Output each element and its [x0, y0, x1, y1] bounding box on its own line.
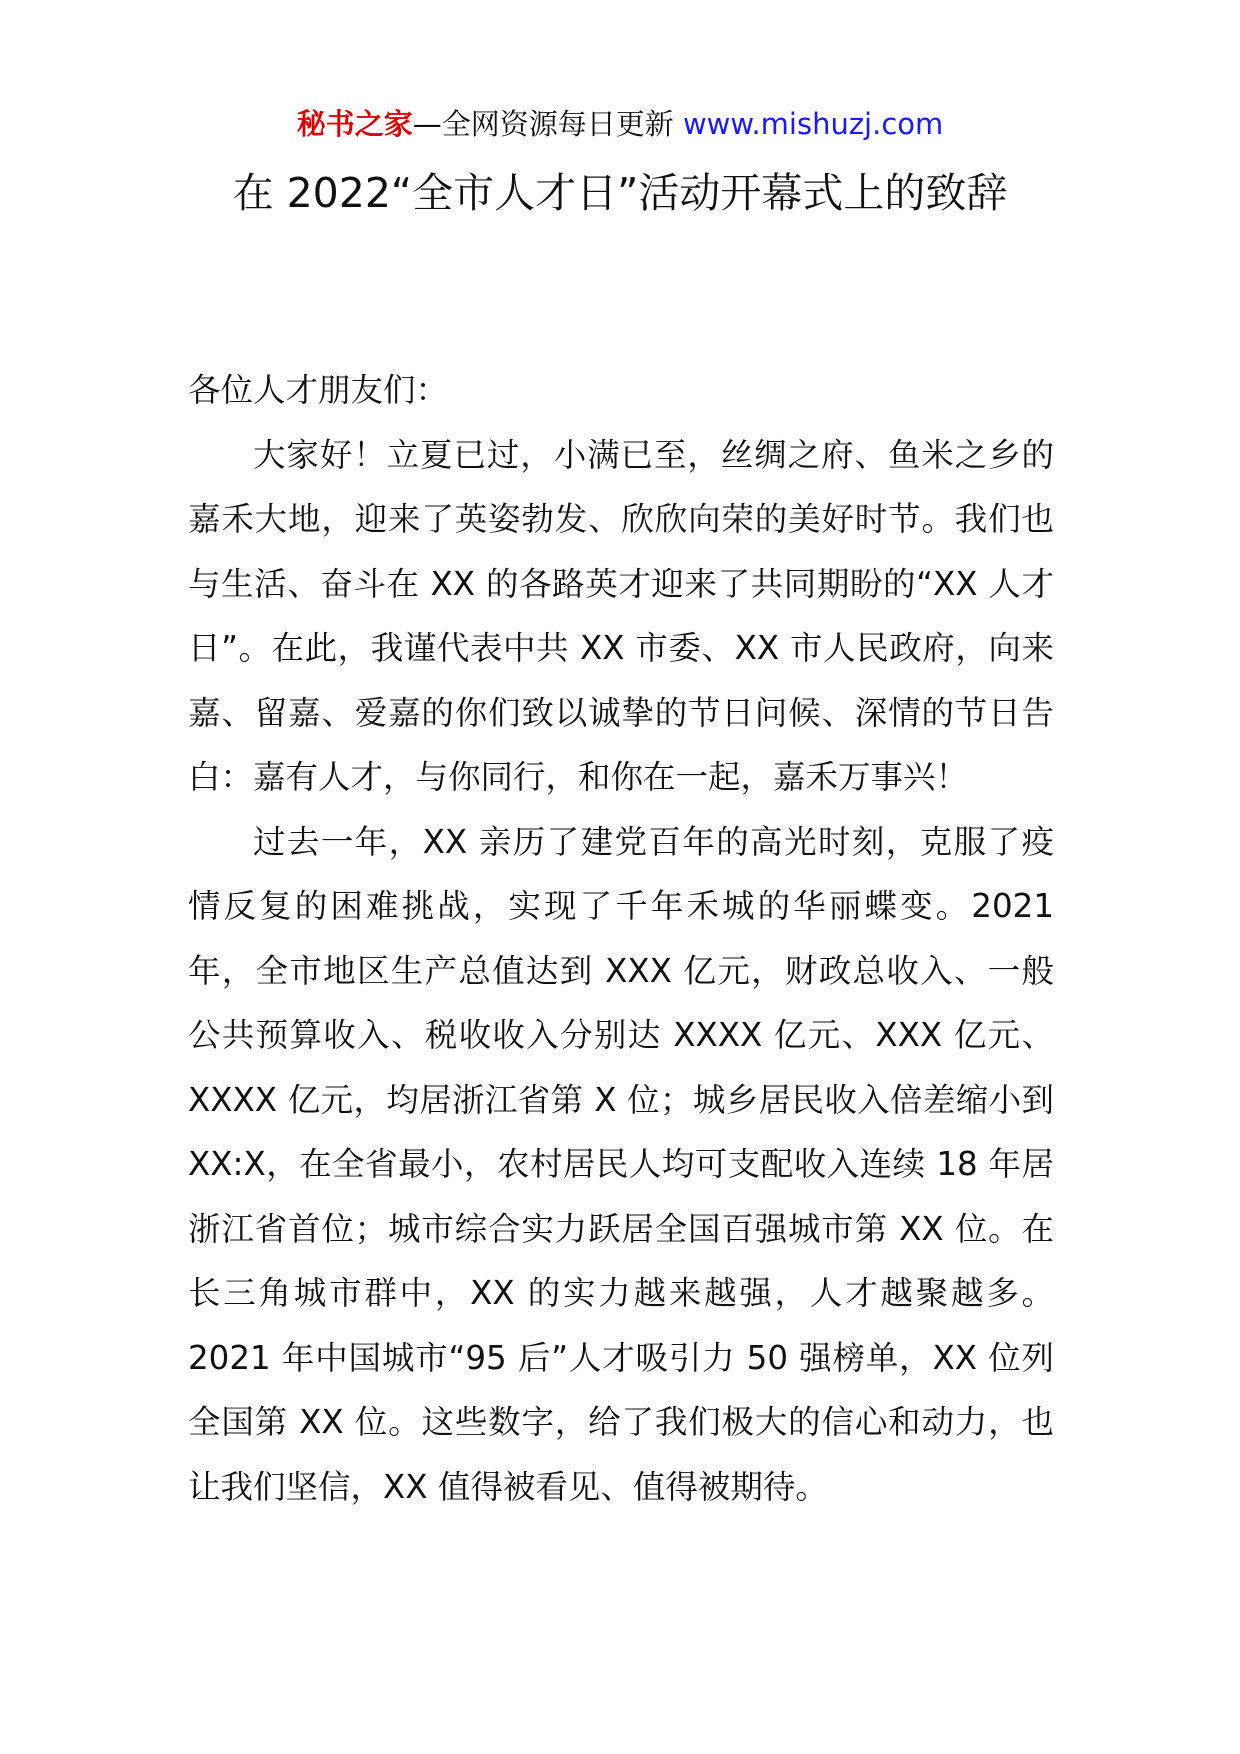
site-brand: 秘书之家: [296, 107, 413, 141]
paragraph: 大家好！立夏已过，小满已至，丝绸之府、鱼米之乡的嘉禾大地，迎来了英姿勃发、欣欣向荣的美好时节。我们也与生活、奋斗在 XX 的各路英才迎来了共同期盼的“XX 人才日”。在此，我谨代表中共 XX 市委、XX 市人民政府，向来嘉、留嘉、爱嘉的你们致以诚挚的节日问候、深情的节日告白：嘉有人才，与你同行，和你在一起，嘉禾万事兴！: [188, 435, 1054, 796]
document-title: 在 2022“全市人才日”活动开幕式上的致辞: [232, 169, 1008, 217]
site-tagline: —全网资源每日更新: [412, 107, 683, 141]
paragraph: 过去一年，XX 亲历了建党百年的高光时刻，克服了疫情反复的困难挑战，实现了千年禾城的华丽蝶变。2021 年，全市地区生产总值达到 XXX 亿元，财政总收入、一般公共预算收入、税收收入分别达 XXXX 亿元、XXX 亿元、XXXX 亿元，均居浙江省第 X 位；城乡居民收入倍差缩小到 XX:X，在全省最小，农村居民人均可支配收入连续 18 年居浙江省首位；城市综合实力跃居全国百强城市第 XX 位。在长三角城市群中，XX 的实力越来越强，人才越聚越多。2021 年中国城市“95 后”人才吸引力 50 强榜单，XX 位列全国第 XX 位。这些数字，给了我们极大的信心和动力，也让我们坚信，XX 值得被看见、值得被期待。: [188, 822, 1054, 1506]
site-url-link[interactable]: www.mishuzj.com: [682, 107, 944, 141]
site-header: [0, 104, 1240, 144]
document-body: [188, 358, 1054, 1519]
salutation: 各位人才朋友们：: [188, 371, 449, 409]
